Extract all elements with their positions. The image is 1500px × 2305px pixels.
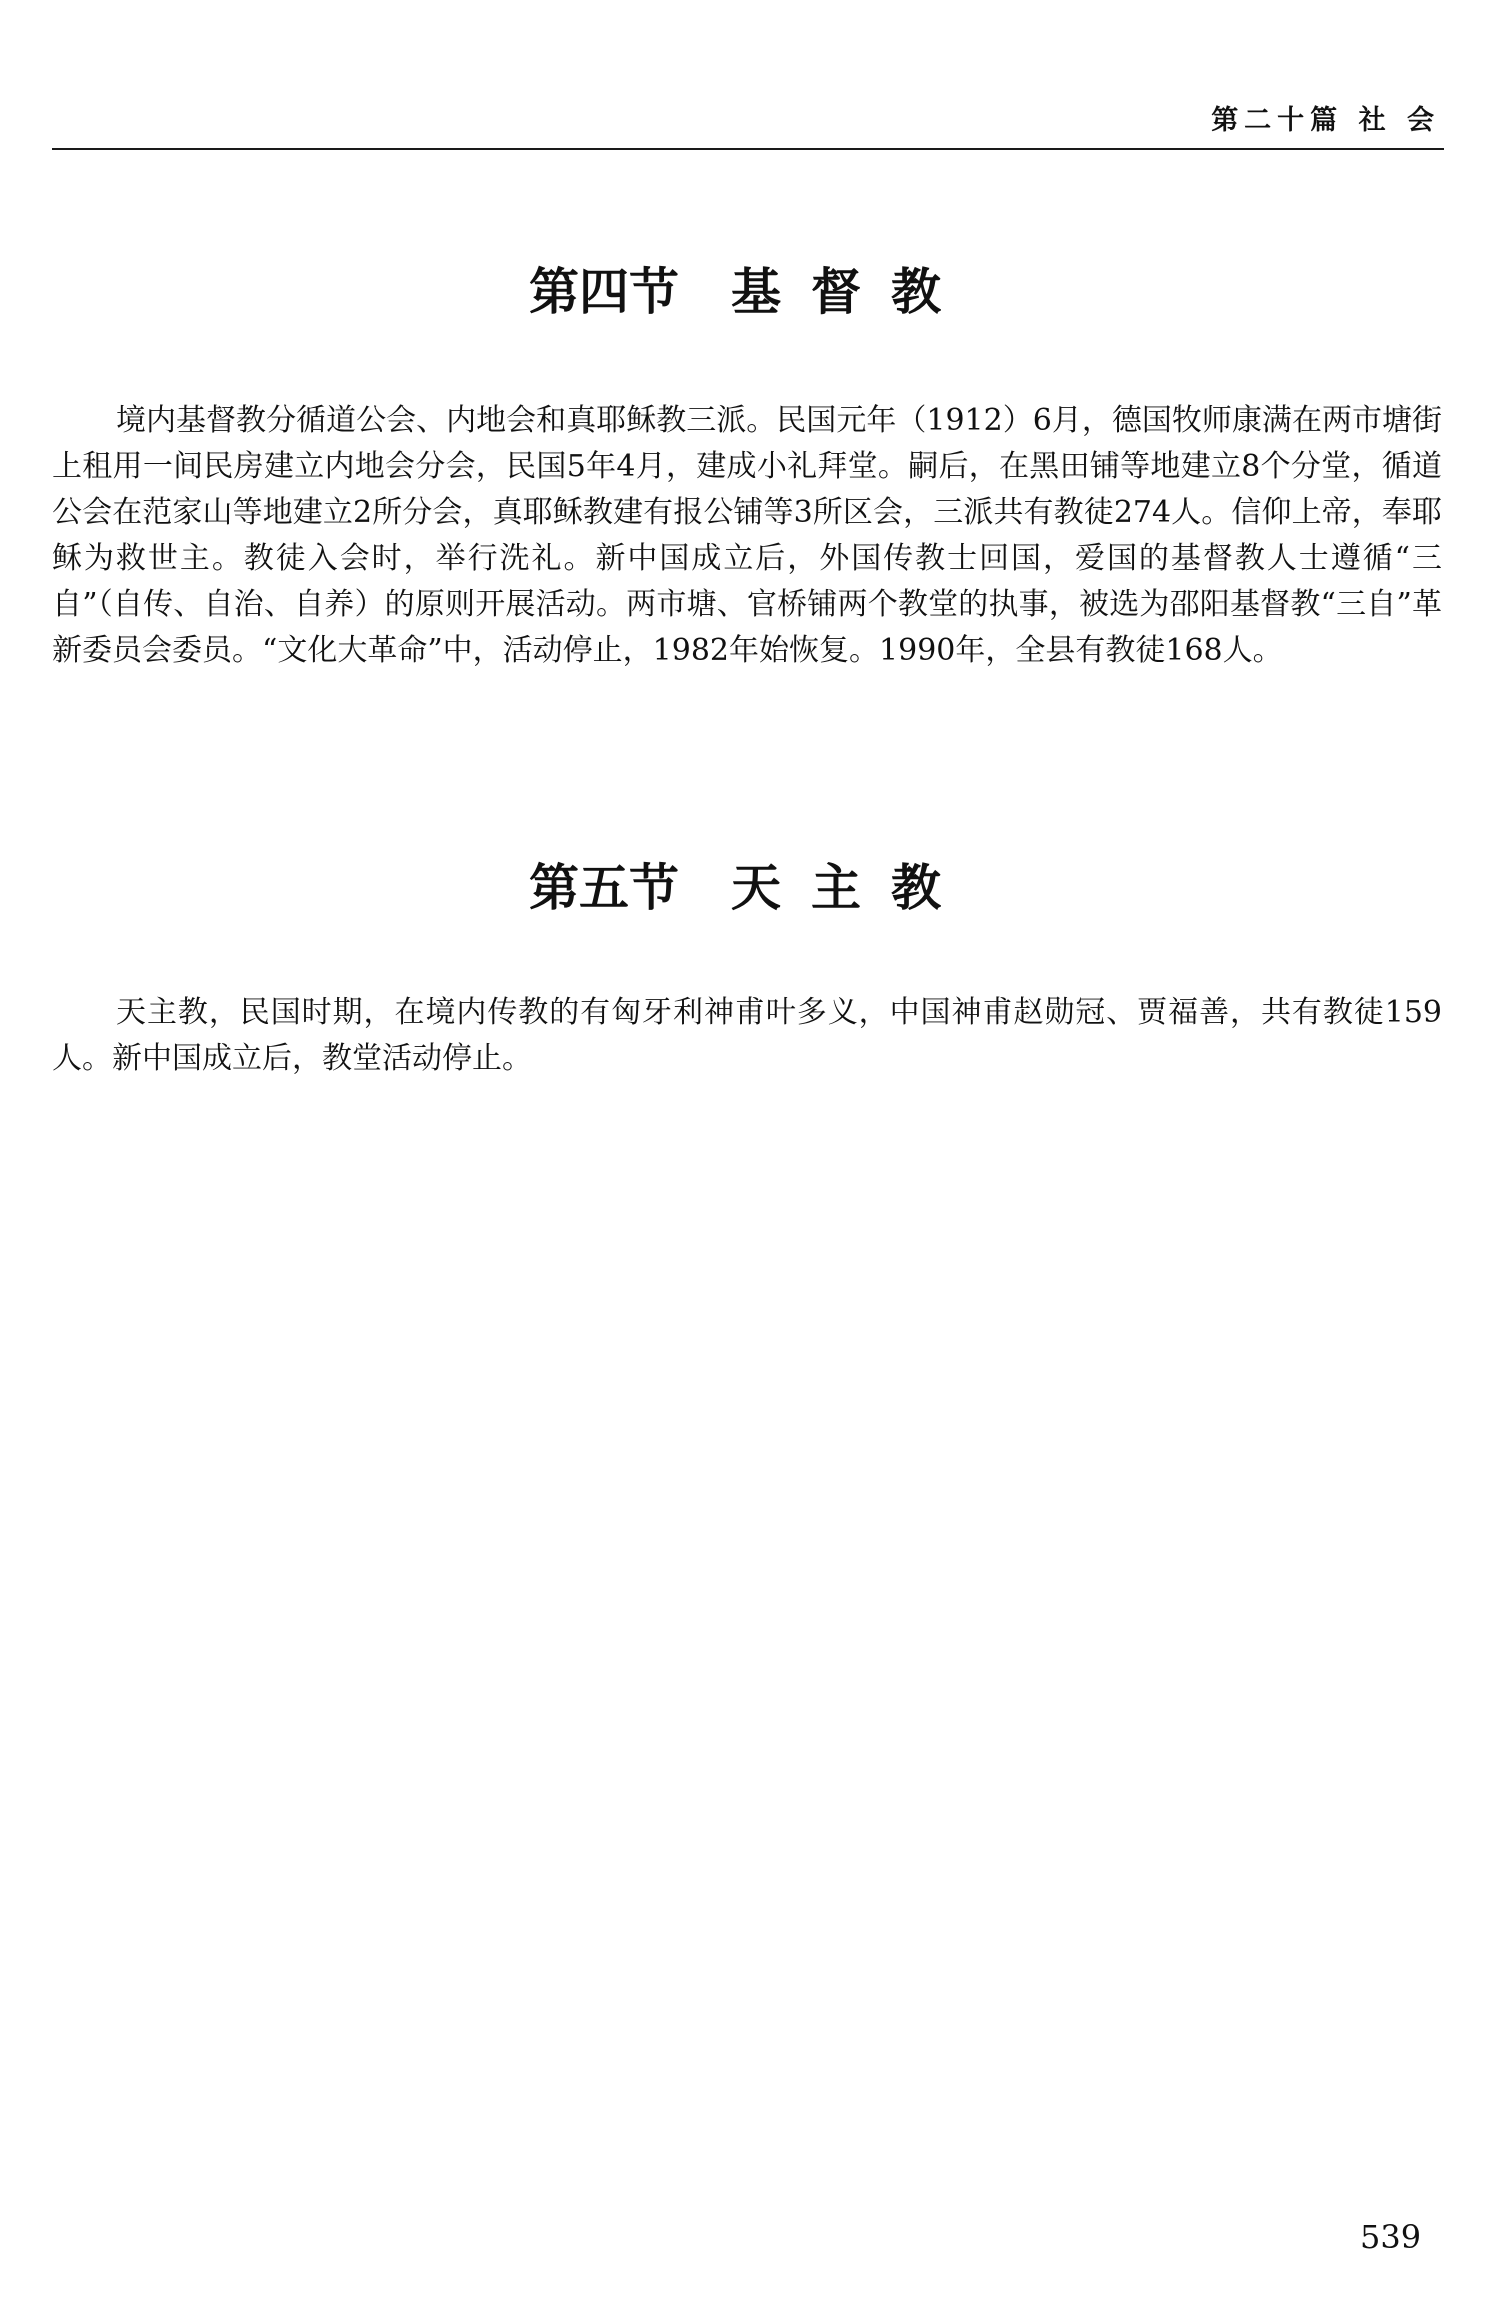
section-title-catholicism [0, 848, 1500, 920]
section-name: 基督教 [731, 262, 971, 321]
section-number: 第四节 [529, 262, 679, 321]
body-paragraph-catholicism: 天主教，民国时期，在境内传教的有匈牙利神甫叶多义，中国神甫赵勋冠、贾福善，共有教徒159人。新中国成立后，教堂活动停止。 [52, 995, 1442, 1076]
body-paragraph-protestantism: 境内基督教分循道公会、内地会和真耶稣教三派。民国元年（1912）6月，德国牧师康满在两市塘街上租用一间民房建立内地会分会，民国5年4月，建成小礼拜堂。嗣后，在黑田铺等地建立8个分堂，循道公会在范家山等地建立2所分会，真耶稣教建有报公铺等3所区会，三派共有教徒274人。信仰上帝，奉耶稣为救世主。教徒入会时，举行洗礼。新中国成立后，外国传教士回国，爱国的基督教人士遵循“三自”（自传、自治、自养）的原则开展活动。两市塘、官桥铺两个教堂的执事，被选为邵阳基督教“三自”革新委员会委员。“文化大革命”中，活动停止，1982年始恢复。1990年，全县有教徒168人。 [52, 403, 1442, 668]
header-rule [52, 148, 1444, 150]
section-title-protestantism [0, 252, 1500, 324]
section-number: 第五节 [529, 858, 679, 917]
page-number: 539 [1360, 2218, 1422, 2256]
running-header: 第二十篇 社 会 [1211, 105, 1440, 136]
section-name: 天主教 [731, 858, 971, 917]
